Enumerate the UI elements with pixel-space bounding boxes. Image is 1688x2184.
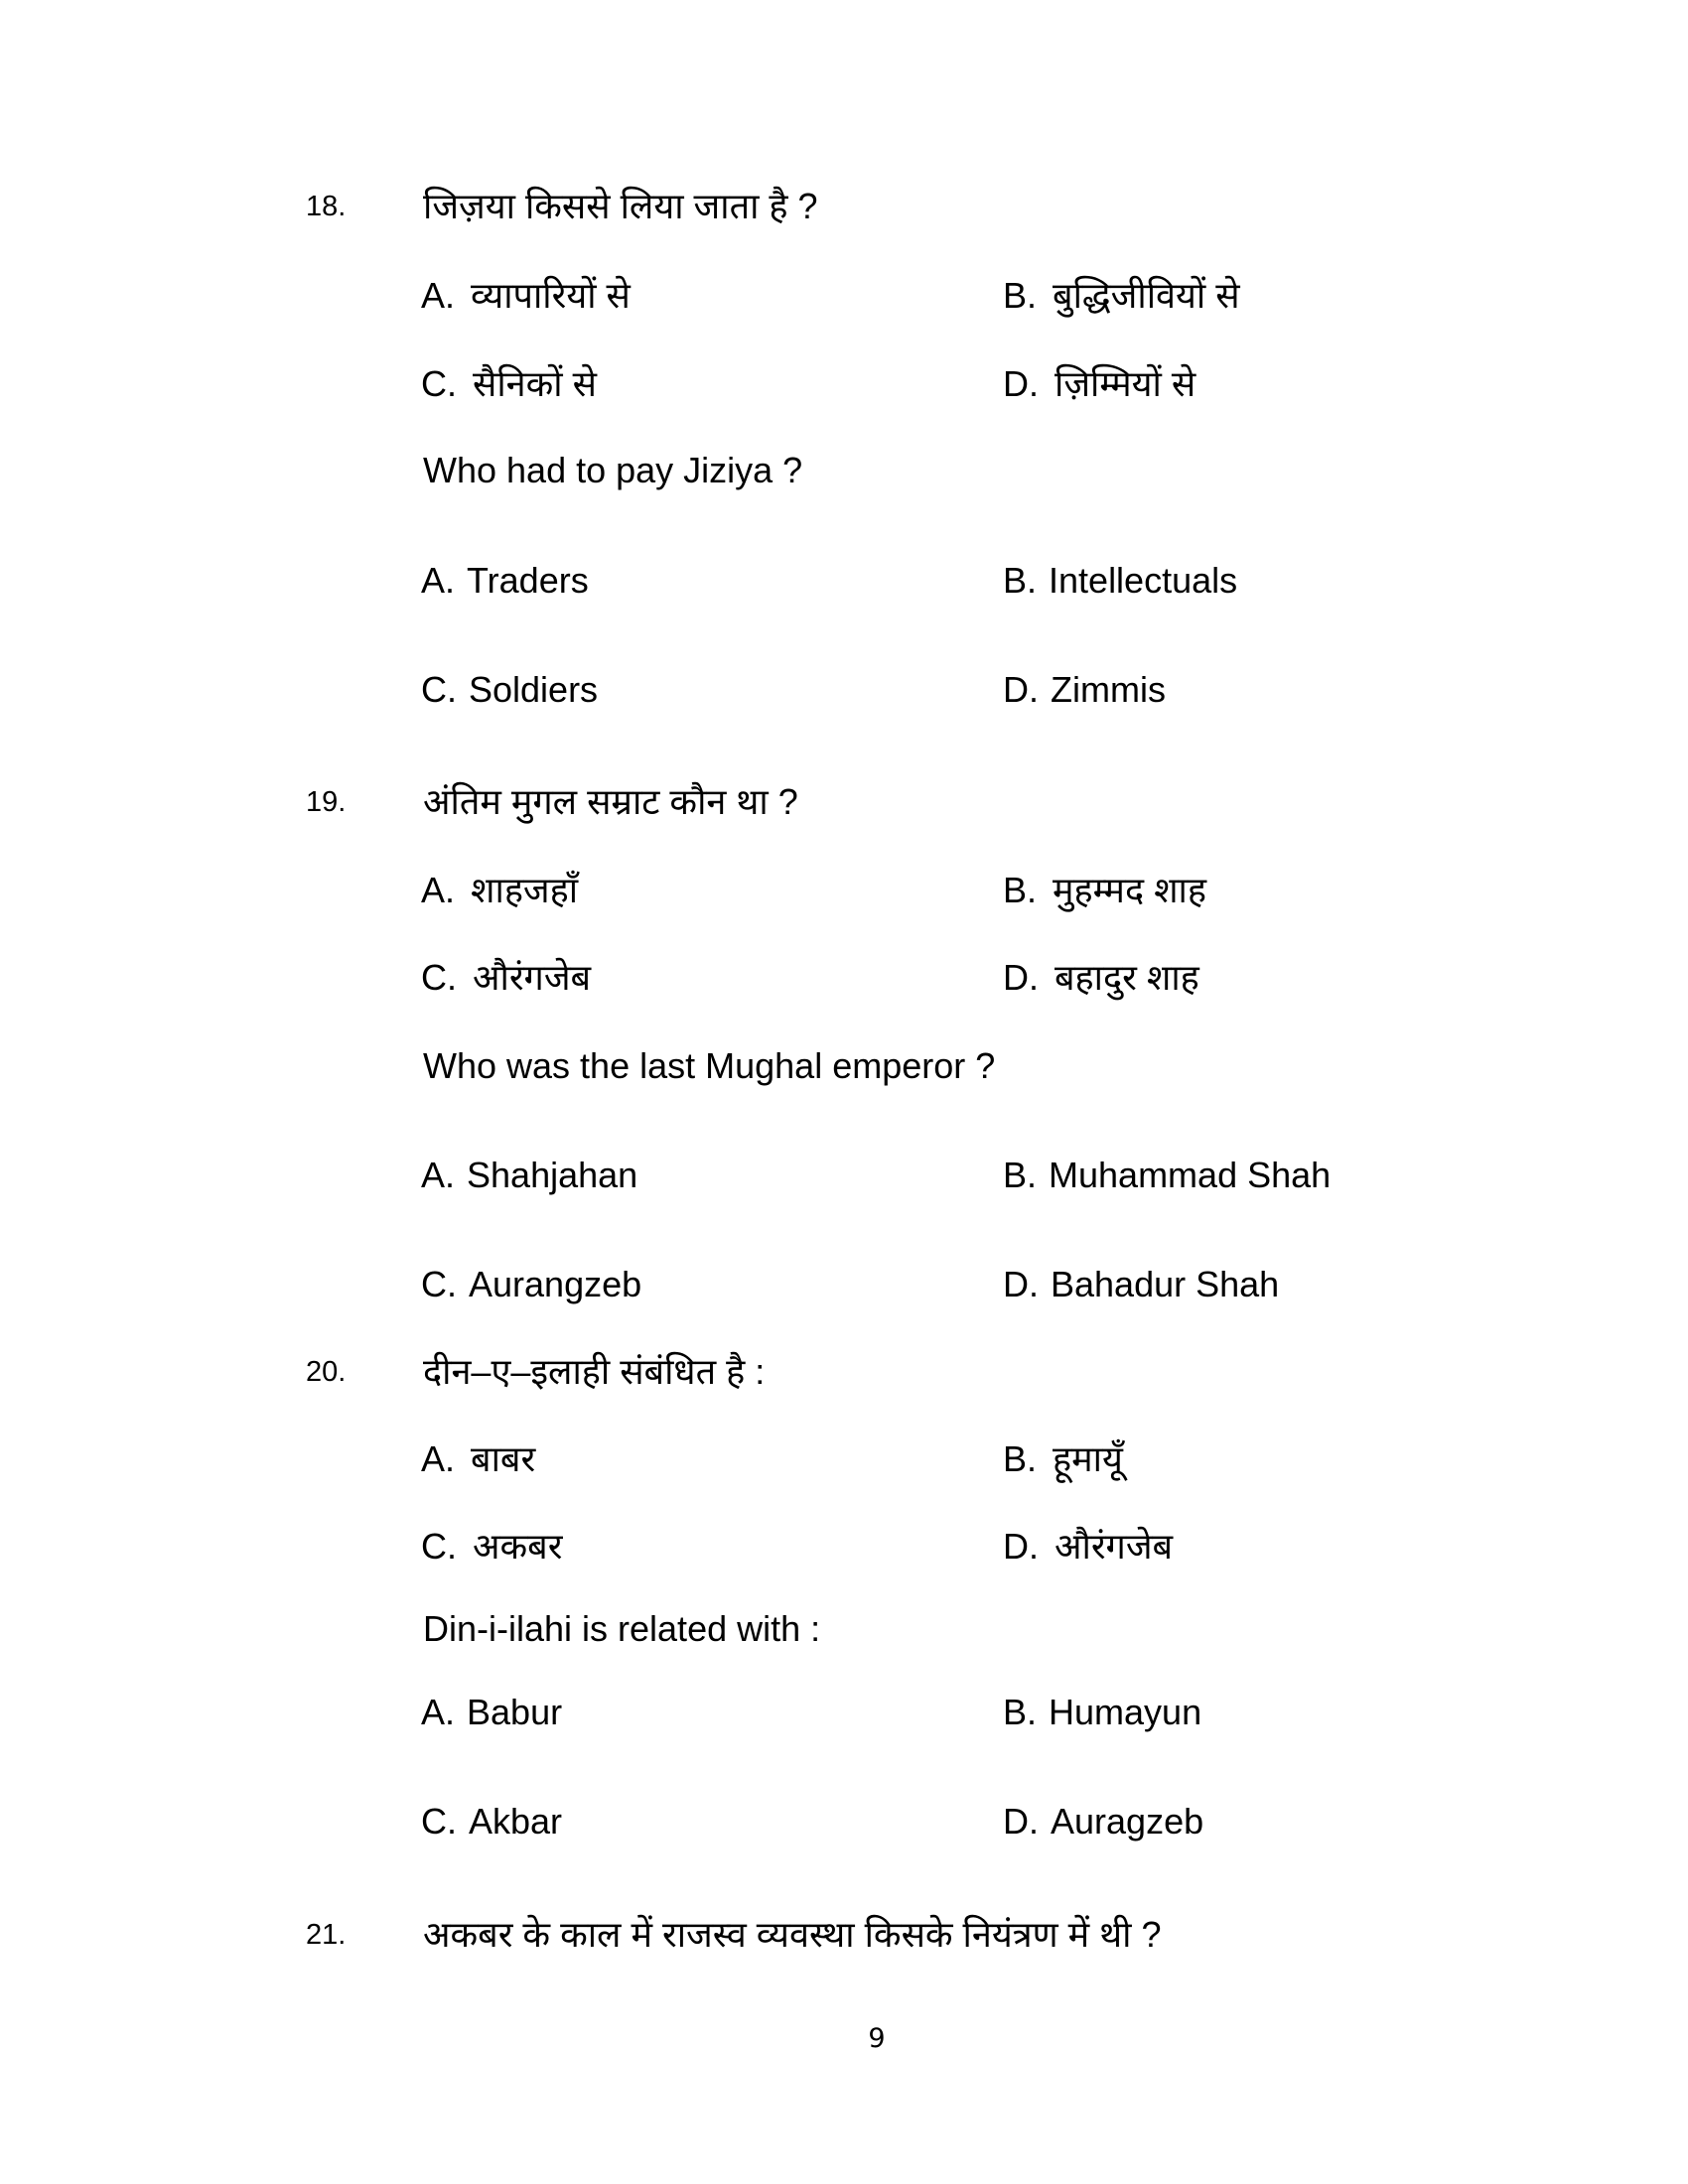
question-text-hindi: अंतिम मुगल सम्राट कौन था ? — [423, 781, 798, 822]
option-letter: D. — [1003, 669, 1039, 710]
option-letter: B. — [1003, 275, 1038, 316]
option-text: Traders — [467, 560, 589, 601]
option-letter: A. — [421, 1692, 456, 1732]
option-text: औरंगजेब — [473, 957, 592, 998]
option-letter: C. — [421, 669, 457, 710]
option-letter: D. — [1003, 957, 1039, 998]
option-b-english — [1003, 559, 1237, 603]
option-c-english — [421, 668, 598, 712]
option-a-hindi — [421, 274, 631, 318]
option-text: Humayun — [1049, 1692, 1202, 1732]
option-letter: A. — [421, 275, 456, 316]
option-text: Bahadur Shah — [1051, 1264, 1280, 1304]
option-letter: D. — [1003, 1264, 1039, 1304]
option-letter: B. — [1003, 1155, 1038, 1195]
option-d-hindi — [1003, 1525, 1173, 1569]
option-text: शाहजहाँ — [471, 870, 579, 910]
option-a-hindi — [421, 1437, 535, 1481]
option-text: Akbar — [469, 1801, 563, 1842]
question-text-hindi: दीन–ए–इलाही संबंधित है : — [423, 1351, 766, 1392]
option-a-hindi — [421, 869, 578, 912]
question-number: 19. — [306, 786, 347, 818]
option-letter: B. — [1003, 870, 1038, 910]
option-text: सैनिकों से — [473, 363, 597, 404]
option-letter: D. — [1003, 1801, 1039, 1842]
option-c-english — [421, 1800, 562, 1843]
question-number: 18. — [306, 191, 347, 222]
question-text-english: Who was the last Mughal emperor ? — [423, 1045, 996, 1086]
question-text-hindi: जिज़या किससे लिया जाता है ? — [423, 186, 818, 226]
option-a-english — [421, 1691, 562, 1734]
option-letter: D. — [1003, 1526, 1039, 1567]
option-text: Shahjahan — [467, 1155, 638, 1195]
option-text: बहादुर शाह — [1055, 957, 1199, 998]
page-number: 9 — [868, 2023, 886, 2054]
option-c-english — [421, 1263, 641, 1306]
option-b-english — [1003, 1154, 1331, 1197]
option-text: Zimmis — [1051, 669, 1166, 710]
option-text: Intellectuals — [1049, 560, 1238, 601]
question-text-hindi: अकबर के काल में राजस्व व्यवस्था किसके नियंत्रण में थी ? — [423, 1914, 1162, 1955]
option-letter: C. — [421, 363, 457, 404]
option-letter: C. — [421, 1801, 457, 1842]
option-letter: B. — [1003, 1692, 1038, 1732]
option-letter: C. — [421, 957, 457, 998]
option-text: Soldiers — [469, 669, 599, 710]
option-letter: C. — [421, 1526, 457, 1567]
option-d-english — [1003, 668, 1166, 712]
option-text: अकबर — [473, 1526, 563, 1567]
option-a-english — [421, 1154, 637, 1197]
option-c-hindi — [421, 956, 591, 1000]
question-number: 21. — [306, 1919, 347, 1951]
option-text: Auragzeb — [1051, 1801, 1204, 1842]
option-c-hindi — [421, 1525, 562, 1569]
option-text: बुद्धिजीवियों से — [1053, 275, 1240, 316]
option-text: ज़िम्मियों से — [1055, 363, 1196, 404]
question-number: 20. — [306, 1356, 347, 1388]
option-text: Aurangzeb — [469, 1264, 642, 1304]
option-letter: A. — [421, 1438, 456, 1479]
option-d-english — [1003, 1800, 1203, 1843]
option-text: मुहम्मद शाह — [1053, 870, 1206, 910]
option-letter: B. — [1003, 1438, 1038, 1479]
option-c-hindi — [421, 362, 597, 406]
question-text-english: Who had to pay Jiziya ? — [423, 450, 803, 490]
option-b-hindi — [1003, 274, 1240, 318]
option-letter: B. — [1003, 560, 1038, 601]
option-d-hindi — [1003, 956, 1199, 1000]
option-b-hindi — [1003, 1437, 1123, 1481]
option-b-english — [1003, 1691, 1201, 1734]
option-letter: A. — [421, 1155, 456, 1195]
option-d-hindi — [1003, 362, 1196, 406]
option-d-english — [1003, 1263, 1279, 1306]
option-b-hindi — [1003, 869, 1206, 912]
option-letter: A. — [421, 870, 456, 910]
option-letter: A. — [421, 560, 456, 601]
option-text: Muhammad Shah — [1049, 1155, 1332, 1195]
option-text: हूमायूँ — [1053, 1438, 1123, 1479]
option-text: व्यापारियों से — [471, 275, 631, 316]
option-text: बाबर — [471, 1438, 536, 1479]
option-text: Babur — [467, 1692, 563, 1732]
option-letter: C. — [421, 1264, 457, 1304]
option-text: औरंगजेब — [1055, 1526, 1174, 1567]
option-a-english — [421, 559, 589, 603]
option-letter: D. — [1003, 363, 1039, 404]
question-text-english: Din-i-ilahi is related with : — [423, 1608, 821, 1649]
